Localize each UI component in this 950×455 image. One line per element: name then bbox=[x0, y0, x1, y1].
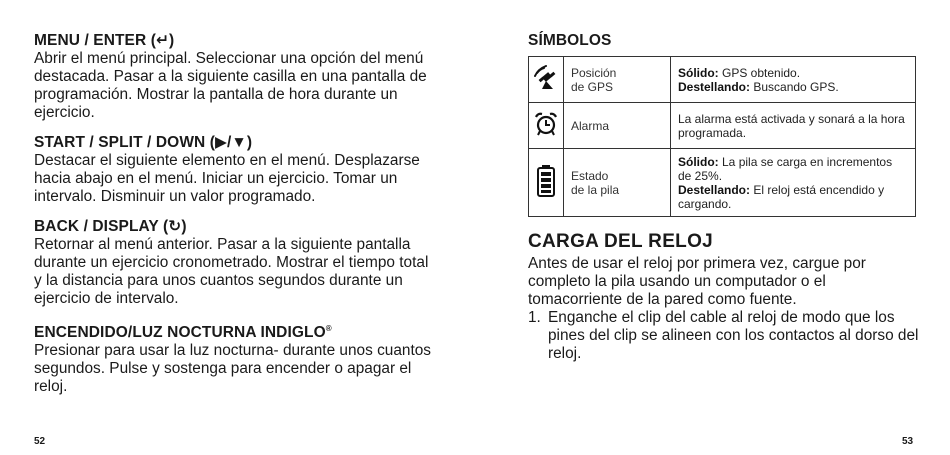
symbol-name-gps bbox=[564, 57, 671, 103]
right-page bbox=[528, 0, 920, 363]
battery-icon bbox=[529, 149, 564, 217]
symbol-desc-battery bbox=[671, 149, 916, 217]
charge-intro: Antes de usar el reloj por primera vez, cargue por completo la pila usando un computador o el tomacorriente de la pared como fuente. bbox=[528, 255, 866, 308]
desc-label: Destellando: bbox=[678, 182, 751, 197]
list-item bbox=[528, 309, 920, 363]
symbol-name-gps-line1: Posición bbox=[571, 65, 617, 80]
back-display-section bbox=[34, 217, 434, 308]
desc-text: La pila se carga en incrementos de 25%. bbox=[678, 154, 893, 183]
indiglo-heading bbox=[34, 319, 434, 342]
menu-enter-text: Abrir el menú principal. Seleccionar una opción del menú destacada. Pasar a la siguiente casilla en una pantalla de programación. Mostrar la pantalla de hora durante un ejercicio. bbox=[34, 50, 427, 121]
indiglo-section bbox=[34, 319, 434, 396]
charge-steps bbox=[528, 309, 920, 363]
start-split-down-text: Destacar el siguiente elemento en el menú. Desplazarse hacia abajo en el menú. Iniciar un ejercicio. Tomar un intervalo. Disminuir un valor programado. bbox=[34, 152, 420, 205]
back-display-text: Retornar al menú anterior. Pasar a la siguiente pantalla durante un ejercicio cronometrado. Mostrar el tiempo total y la distancia para unos cuantos segundos durante un ejercicio de intervalo. bbox=[34, 236, 429, 307]
indiglo-heading-text: ENCENDIDO/LUZ NOCTURNA INDIGLO bbox=[34, 324, 326, 341]
symbol-name-battery-line2: de la pila bbox=[571, 182, 620, 197]
step-text: Enganche el clip del cable al reloj de modo que los pines del clip se alineen con los contactos al dorso del reloj. bbox=[548, 309, 919, 362]
page-number-right: 53 bbox=[902, 436, 914, 447]
desc-label: Sólido: bbox=[678, 65, 719, 80]
desc-label: Sólido: bbox=[678, 154, 719, 169]
left-page bbox=[34, 0, 434, 396]
step-number: 1. bbox=[528, 309, 541, 326]
registered-mark: ® bbox=[325, 324, 332, 333]
page-number-left: 52 bbox=[34, 436, 46, 447]
gps-satellite-icon bbox=[529, 57, 564, 103]
symbols-heading: SÍMBOLOS bbox=[528, 32, 612, 49]
alarm-clock-icon bbox=[529, 103, 564, 149]
desc-label: Destellando: bbox=[678, 79, 751, 94]
symbol-desc-gps bbox=[671, 57, 916, 103]
desc-text: El reloj está encendido y cargando. bbox=[678, 182, 885, 211]
menu-enter-section bbox=[34, 31, 434, 122]
symbol-name-battery bbox=[564, 149, 671, 217]
symbol-row-gps bbox=[529, 57, 916, 103]
start-split-down-heading: START / SPLIT / DOWN (▶/▼) bbox=[34, 134, 253, 151]
back-display-heading: BACK / DISPLAY (↻) bbox=[34, 218, 187, 235]
symbol-row-battery bbox=[529, 149, 916, 217]
start-split-down-section bbox=[34, 133, 434, 206]
desc-text: GPS obtenido. bbox=[718, 65, 801, 80]
symbols-table bbox=[528, 56, 916, 217]
symbol-name-alarm-line1: Alarma bbox=[571, 118, 610, 133]
symbol-row-alarm bbox=[529, 103, 916, 149]
indiglo-text: Presionar para usar la luz nocturna- durante unos cuantos segundos. Pulse y sostenga para encender o apagar el reloj. bbox=[34, 342, 431, 395]
symbol-desc-alarm: La alarma está activada y sonará a la hora programada. bbox=[671, 103, 916, 149]
symbol-name-battery-line1: Estado bbox=[571, 168, 609, 183]
charge-heading: CARGA DEL RELOJ bbox=[528, 231, 714, 252]
menu-enter-heading: MENU / ENTER (↵) bbox=[34, 32, 175, 49]
desc-text: Buscando GPS. bbox=[750, 79, 839, 94]
symbol-name-gps-line2: de GPS bbox=[571, 79, 614, 94]
symbol-name-alarm bbox=[564, 103, 671, 149]
